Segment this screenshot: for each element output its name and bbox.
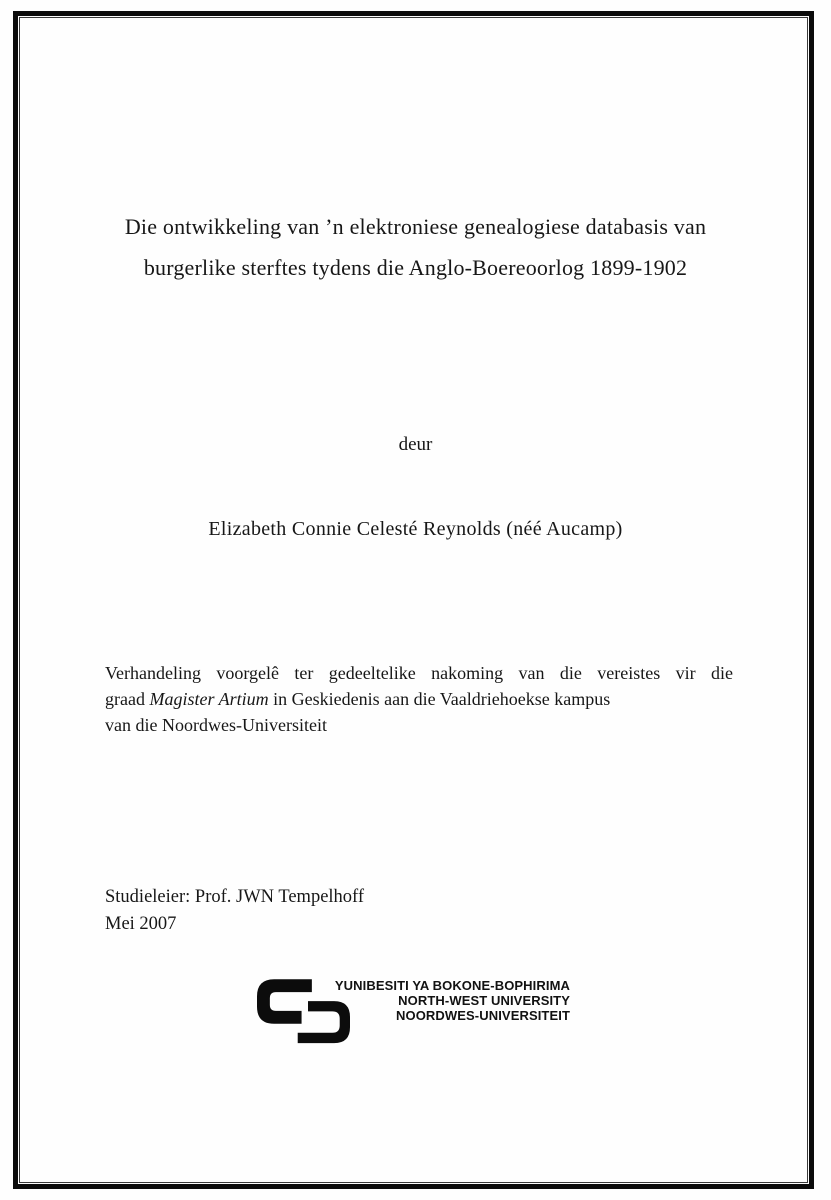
degree-statement-line3: van die Noordwes-Universiteit xyxy=(105,715,327,735)
byline: deur xyxy=(398,434,433,455)
supervisor-line: Studieleier: Prof. JWN Tempelhoff xyxy=(105,887,365,907)
logo-text-setswana: YUNIBESITI YA BOKONE-BOPHIRIMA xyxy=(334,978,570,993)
degree-statement-line2-prefix: graad xyxy=(105,689,150,709)
thesis-title xyxy=(0,206,831,288)
degree-name-italic: Magister Artium xyxy=(149,689,269,709)
university-logo-text xyxy=(335,978,570,1023)
logo-text-afrikaans: NOORDWES-UNIVERSITEIT xyxy=(396,1008,570,1023)
degree-statement xyxy=(105,660,733,738)
degree-statement-line2 xyxy=(105,686,733,712)
date-line: Mei 2007 xyxy=(105,914,177,934)
thesis-title-line2: burgerlike sterftes tydens die Anglo-Boereoorlog 1899-1902 xyxy=(143,255,688,280)
supervisor-block xyxy=(105,884,364,938)
university-logo xyxy=(257,974,570,1056)
thesis-title-line1: Die ontwikkeling van ’n elektroniese genealogiese databasis van xyxy=(124,214,707,239)
degree-statement-line2-suffix: in Geskiedenis aan die Vaaldriehoekse kampus xyxy=(268,689,611,709)
logo-text-english: NORTH-WEST UNIVERSITY xyxy=(398,993,570,1008)
author-name: Elizabeth Connie Celesté Reynolds (néé Aucamp) xyxy=(208,518,623,540)
degree-statement-line1: Verhandeling voorgelê ter gedeeltelike nakoming van die vereistes vir die xyxy=(105,663,733,683)
